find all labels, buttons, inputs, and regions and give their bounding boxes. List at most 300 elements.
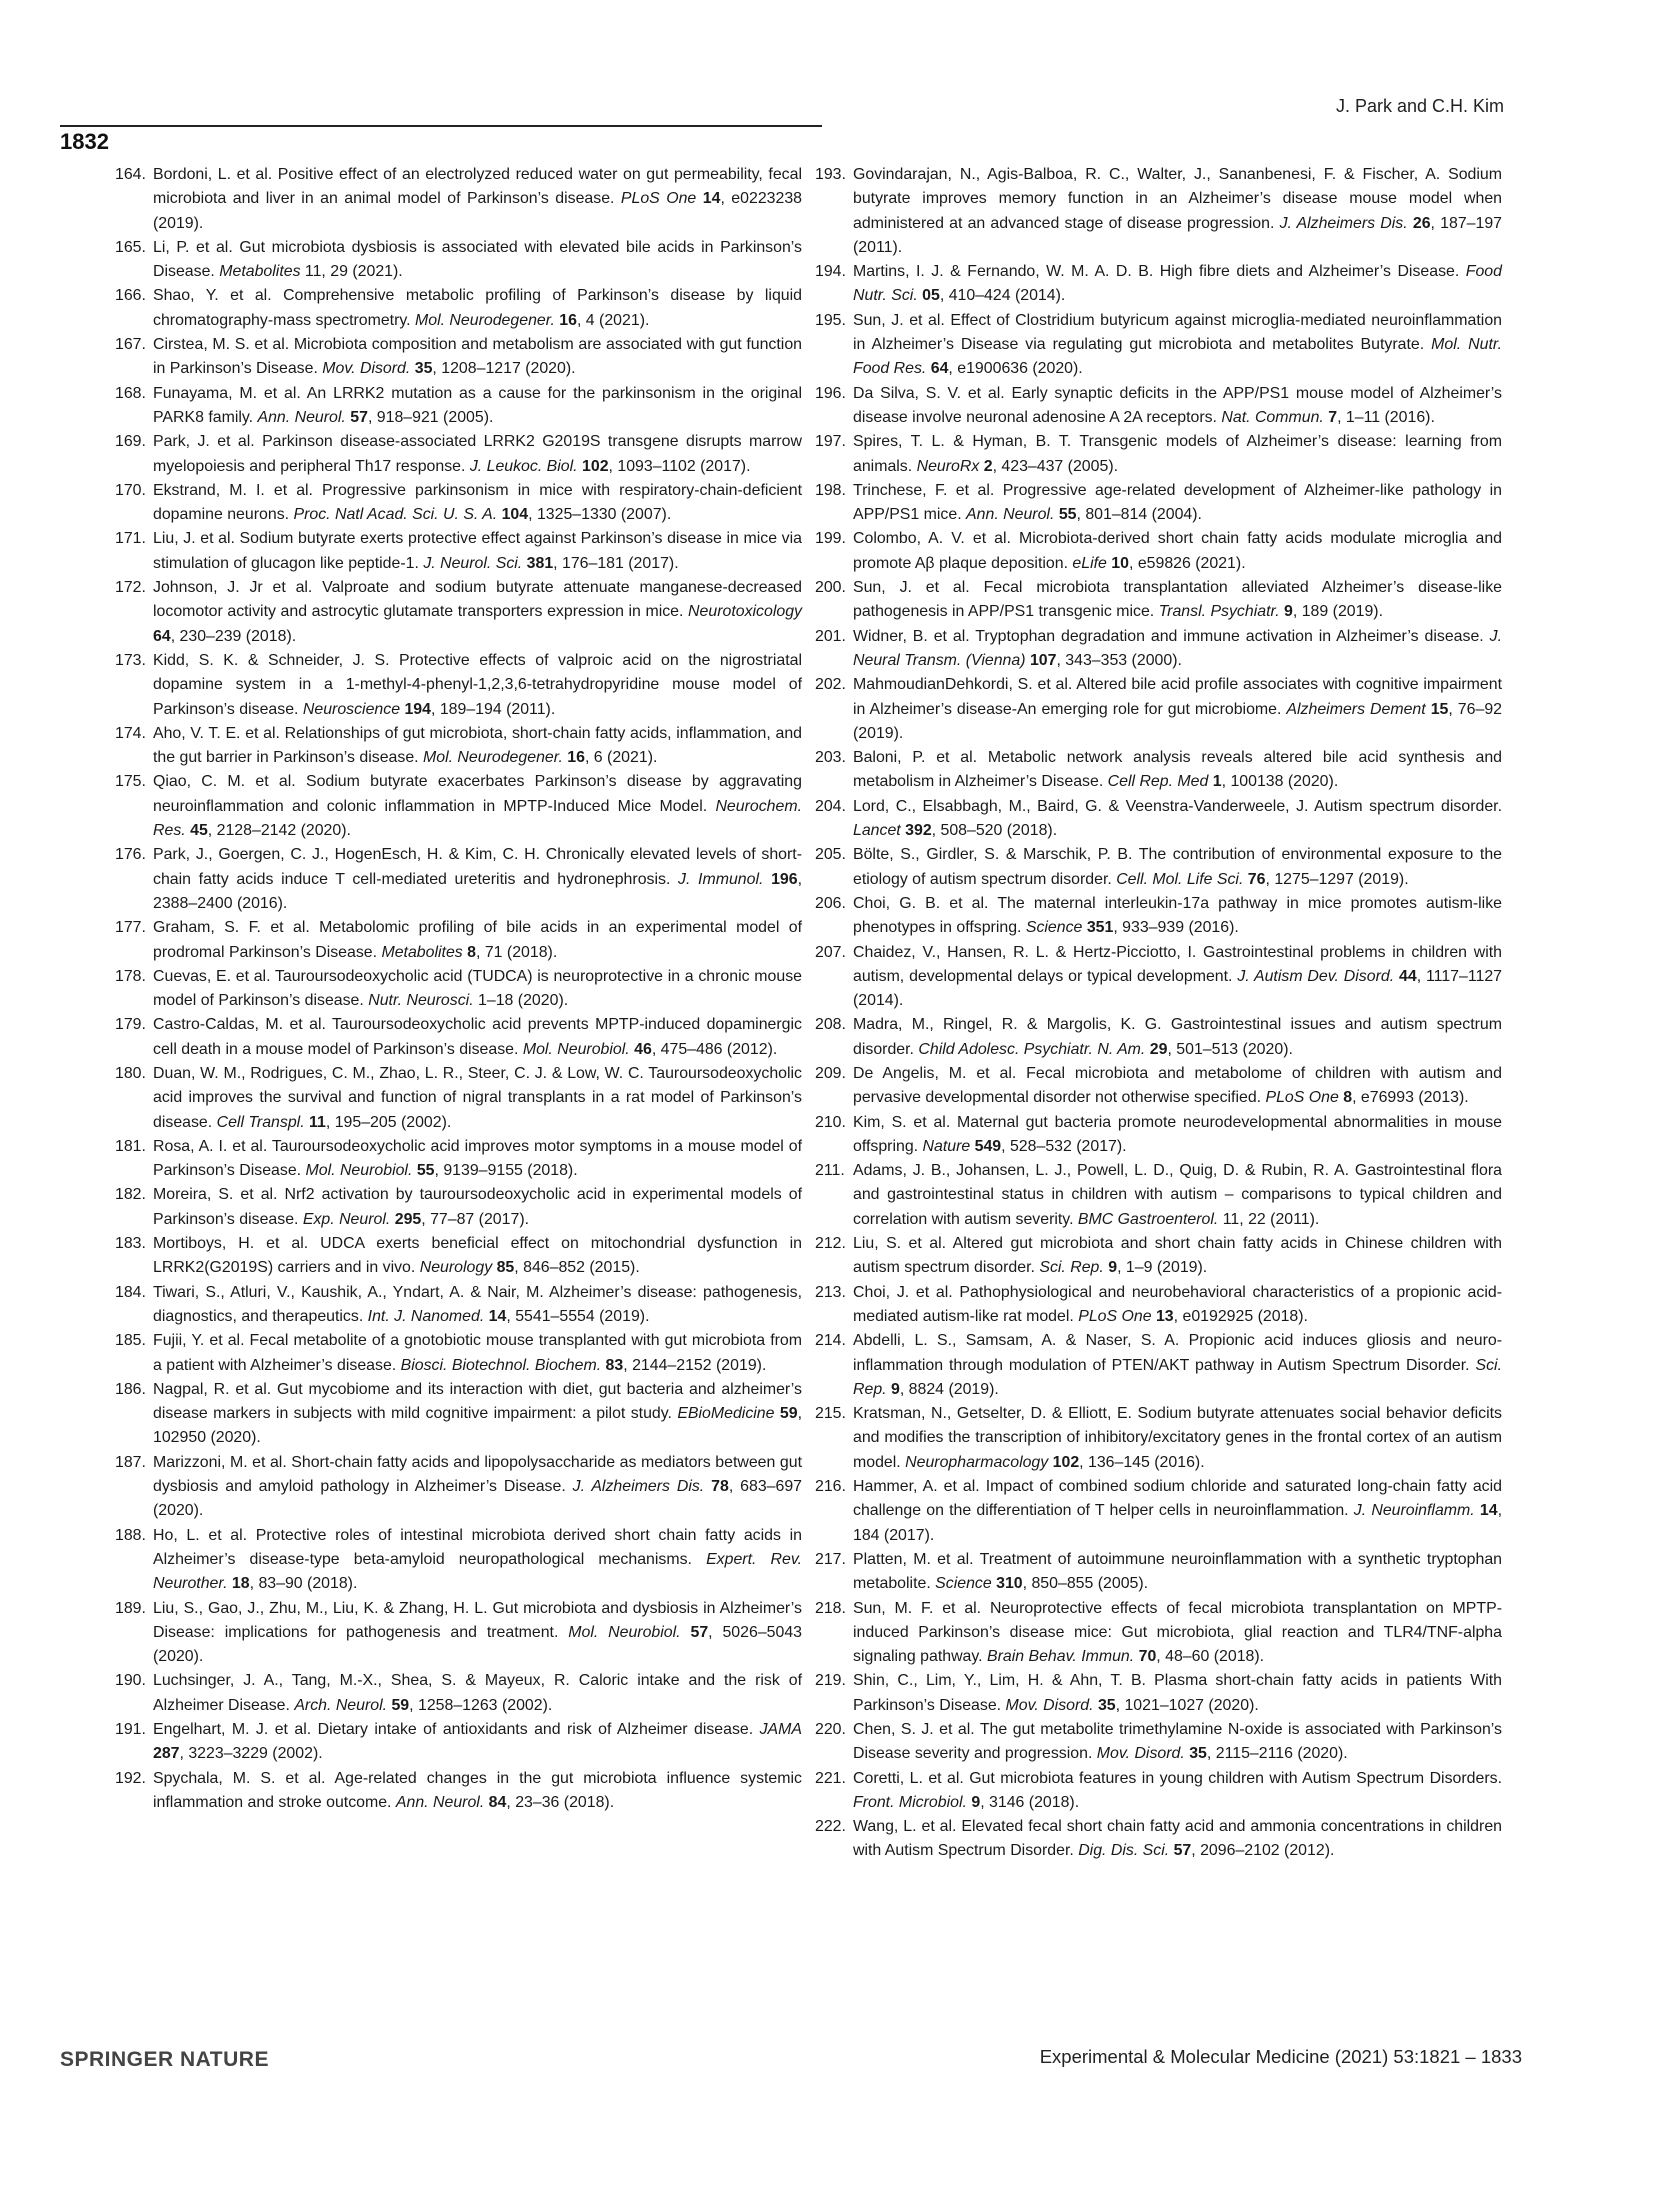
journal-name: Food Nutr. Sci. [853,263,1502,305]
journal-name: PLoS One [1078,1307,1152,1325]
reference-item [115,163,802,236]
reference-item [815,163,1502,260]
reference-segment: , 77–87 (2017). [421,1210,530,1228]
reference-number: 175. [115,773,146,791]
reference-number: 194. [815,263,846,281]
reference-text [153,385,802,426]
reference-item [815,1718,1502,1767]
reference-number: 209. [815,1064,846,1082]
volume-number: 46 [634,1040,652,1058]
reference-segment: , 508–520 (2018). [931,822,1058,840]
reference-text [853,263,1502,304]
reference-text [853,798,1502,839]
reference-segment: , 2096–2102 (2012). [1191,1842,1335,1860]
reference-segment: , 83–90 (2018). [249,1575,358,1593]
reference-segment: , 1258–1263 (2002). [409,1696,553,1714]
reference-number: 173. [115,651,146,669]
reference-segment: , 918–921 (2005). [367,408,494,426]
reference-segment: Marizzoni, M. et al. Short-chain fatty acids and lipopolysaccharide as mediators between gut dysbiosis and amyloid pathology in Alzheimer’s Disease. [153,1453,802,1496]
header-rule [60,125,822,127]
reference-item [815,527,1502,576]
reference-segment: Johnson, J. Jr et al. Valproate and sodium butyrate attenuate manganese-decreased locomotor activity and astrocytic glutamate transporters expression in mice. [153,579,802,621]
journal-name: NeuroRx [916,457,980,475]
volume-number: 84 [488,1793,507,1811]
reference-segment: , 136–145 (2016). [1079,1453,1205,1471]
reference-text [853,1672,1502,1713]
reference-item [815,673,1502,746]
reference-segment: , 4 (2021). [576,311,650,329]
reference-segment: , 846–852 (2015). [514,1259,640,1277]
journal-name: Exp. Neurol. [302,1210,391,1228]
reference-segment: , 683–697 (2020). [153,1478,803,1520]
journal-name: Alzheimers Dement [1286,700,1426,718]
reference-number: 185. [115,1332,146,1350]
reference-segment: Rosa, A. I. et al. Tauroursodeoxycholic acid improves motor symptoms in a mouse model of Parkinson’s Disease. [153,1137,802,1180]
reference-segment: Spychala, M. S. et al. Age-related changes in the gut microbiota influence systemic inflammation and stroke outcome. [153,1769,802,1811]
reference-segment: Park, J. et al. Parkinson disease-associated LRRK2 G2019S transgene disrupts marrow myelopoiesis and peripheral Th17 response. [153,433,802,475]
reference-number: 179. [115,1016,146,1034]
reference-segment: , 230–239 (2018). [170,627,297,645]
reference-text [853,1235,1502,1276]
journal-name: Int. J. Nanomed. [367,1307,485,1325]
reference-text [853,166,1502,256]
reference-segment: Ekstrand, M. I. et al. Progressive parkinsonism in mice with respiratory-chain-deficient dopamine neurons. [153,481,802,524]
reference-text [853,944,1502,1010]
journal-name: Science [1025,919,1083,937]
reference-segment: Kidd, S. K. & Schneider, J. S. Protective effects of valproic acid on the nigrostriatal dopamine system in a 1-methyl-4-phenyl-1,2,3,6-tetrahydropyridine mouse model of Parkinson’s disease. [153,651,802,718]
reference-number: 166. [115,287,146,305]
volume-number: 295 [394,1210,422,1228]
reference-segment: Colombo, A. V. et al. Microbiota-derived short chain fatty acids modulate microglia and promote Aβ plaque deposition. [853,530,1502,572]
reference-text [853,1332,1502,1398]
journal-name: JAMA [759,1721,802,1738]
reference-item [115,1451,802,1524]
volume-number: 35 [414,360,433,378]
reference-text [153,1138,802,1179]
reference-segment: Duan, W. M., Rodrigues, C. M., Zhao, L. R., Steer, C. J. & Low, W. C. Tauroursodeoxycholic acid improves the survival and function of nigral transplants in a rat model of Parkinson’s disease. [153,1064,802,1131]
reference-text [853,482,1502,523]
journal-name: Neuropharmacology [905,1453,1049,1471]
reference-segment: Hammer, A. et al. Impact of combined sodium chloride and saturated long-chain fatty acid challenge on the differentiation of T helper cells in neuroinflammation. [853,1478,1502,1520]
reference-segment: , 5026–5043 (2020). [153,1623,803,1666]
reference-text [853,1600,1502,1666]
reference-segment: Fujii, Y. et al. Fecal metabolite of a gnotobiotic mouse transplanted with gut microbiota from a patient with Alzheimer’s disease. [153,1332,802,1374]
volume-number: 9 [891,1380,900,1398]
reference-item [815,382,1502,431]
reference-item [115,1232,802,1281]
reference-text [153,530,802,571]
volume-number: 9 [1284,603,1293,621]
reference-text [853,749,1502,790]
journal-name: Sci. Rep. [1039,1259,1104,1277]
reference-segment: , 2115–2116 (2020). [1206,1745,1348,1763]
journal-name: Metabolites [219,263,301,281]
volume-number: 14 [1479,1502,1498,1520]
reference-item [815,1402,1502,1475]
reference-item [115,1718,802,1767]
reference-number: 184. [115,1283,146,1301]
reference-segment: , 1325–1330 (2007). [528,506,672,524]
reference-item [815,746,1502,795]
reference-segment: , 850–855 (2005). [1022,1575,1149,1593]
volume-number: 2 [983,457,993,475]
reference-segment: Widner, B. et al. Tryptophan degradation and immune activation in Alzheimer’s disease. [853,627,1490,645]
journal-name: J. Neuroinflamm. [1353,1502,1475,1520]
reference-segment: Trinchese, F. et al. Progressive age-related development of Alzheimer-like pathology in APP/PS1 mice. [853,481,1502,524]
journal-name: Nutr. Neurosci. [368,992,474,1010]
reference-text [853,1284,1502,1325]
reference-segment: , 48–60 (2018). [1156,1648,1265,1666]
volume-number: 16 [567,749,585,767]
reference-segment: , 176–181 (2017). [553,554,679,572]
reference-number: 165. [115,238,146,256]
reference-segment: Wang, L. et al. Elevated fecal short chain fatty acid and ammonia concentrations in children with Autism Spectrum Disorder. [853,1818,1502,1860]
journal-name: Science [935,1575,992,1593]
reference-segment: Chaidez, V., Hansen, R. L. & Hertz-Picciotto, I. Gastrointestinal problems in children with autism, developmental delays or typical development. [853,943,1502,985]
volume-number: 70 [1138,1648,1157,1666]
reference-number: 217. [815,1550,846,1568]
reference-text [153,919,802,960]
reference-segment: Cirstea, M. S. et al. Microbiota composition and metabolism are associated with gut function in Parkinson’s Disease. [153,336,802,378]
volume-number: 10 [1111,554,1129,572]
reference-segment: Martins, I. J. & Fernando, W. M. A. D. B. High fibre diets and Alzheimer’s Disease. [853,263,1466,281]
reference-segment: , 2388–2400 (2016). [153,870,803,912]
volume-number: 76 [1247,870,1266,888]
reference-text [853,1770,1502,1811]
reference-number: 191. [115,1721,146,1738]
reference-item [115,1135,802,1184]
reference-text [853,1818,1502,1859]
reference-item [115,236,802,285]
reference-segment: Funayama, M. et al. An LRRK2 mutation as a cause for the parkinsonism in the original PARK8 family. [153,384,802,426]
reference-text [153,1065,802,1131]
reference-segment: , 6 (2021). [584,749,658,767]
reference-segment: , e76993 (2013). [1352,1089,1469,1107]
reference-number: 208. [815,1016,846,1034]
journal-name: Neurochem. Res. [153,797,802,840]
reference-number: 200. [815,579,846,597]
reference-text [853,1721,1502,1762]
reference-number: 198. [815,481,846,499]
reference-text [853,846,1502,887]
reference-segment: , 187–197 (2011). [853,214,1503,256]
reference-segment: , 102950 (2020). [153,1405,802,1447]
volume-number: 14 [488,1307,507,1325]
volume-number: 11 [309,1113,326,1131]
reference-number: 199. [815,530,846,548]
reference-number: 181. [115,1137,146,1155]
reference-number: 164. [115,166,146,183]
volume-number: 104 [501,506,529,524]
volume-number: 8 [467,943,476,961]
journal-name: Cell. Mol. Life Sci. [1116,870,1244,888]
footer-journal-citation: Experimental & Molecular Medicine (2021) 53:1821 – 1833 [1039,2046,1522,2067]
reference-number: 196. [815,384,846,402]
reference-text [153,482,802,523]
journal-name: Arch. Neurol. [294,1696,388,1714]
journal-name: Front. Microbiol. [853,1793,967,1811]
reference-segment: Shao, Y. et al. Comprehensive metabolic profiling of Parkinson’s disease by liquid chromatography-mass spectrometry. [153,287,802,329]
journal-name: J. Leukoc. Biol. [469,457,578,475]
reference-segment: Cuevas, E. et al. Tauroursodeoxycholic acid (TUDCA) is neuroprotective in a chronic mouse model of Parkinson’s disease. [153,967,802,1010]
volume-number: 64 [153,627,171,645]
volume-number: 16 [559,311,577,329]
reference-segment: Park, J., Goergen, C. J., HogenEsch, H. & Kim, C. H. Chronically elevated levels of short-chain fatty acids induce T cell-mediated ureteritis and hydronephrosis. [153,846,802,888]
reference-segment: , 1093–1102 (2017). [608,457,751,475]
volume-number: 26 [1412,214,1431,232]
reference-item [115,1524,802,1597]
journal-name: EBioMedicine [677,1405,775,1423]
reference-segment: , 71 (2018). [476,943,558,961]
reference-text [853,579,1502,620]
reference-number: 195. [815,311,846,329]
reference-text [153,1672,802,1713]
journal-name: Nature [922,1137,971,1155]
reference-number: 220. [815,1721,846,1738]
reference-segment: , 1275–1297 (2019). [1265,870,1409,888]
reference-item [815,1767,1502,1816]
reference-segment: Liu, S. et al. Altered gut microbiota and short chain fatty acids in Chinese children with autism spectrum disorder. [853,1235,1502,1277]
reference-segment: , 9139–9155 (2018). [434,1162,578,1180]
reference-text [153,1770,802,1811]
volume-number: 64 [930,360,949,378]
reference-item [815,309,1502,382]
reference-text [153,336,802,377]
volume-number: 102 [582,457,609,475]
reference-segment: , 410–424 (2014). [939,287,1066,305]
journal-name: Proc. Natl Acad. Sci. U. S. A. [293,506,498,524]
reference-item [115,1183,802,1232]
journal-name: Neurotoxicology [688,603,802,621]
reference-text [153,1721,802,1762]
reference-item [115,916,802,965]
reference-number: 170. [115,481,146,499]
volume-number: 59 [391,1696,410,1714]
volume-number: 35 [1097,1696,1116,1714]
reference-text [153,1186,802,1227]
reference-item [115,1767,802,1816]
reference-item [115,430,802,479]
volume-number: 310 [996,1575,1023,1593]
reference-item [815,1232,1502,1281]
reference-item [115,1597,802,1670]
volume-number: 57 [690,1623,709,1641]
reference-text [853,1065,1502,1106]
page-number: 1832 [60,129,109,154]
journal-name: Lancet [853,822,901,840]
volume-number: 15 [1430,700,1449,718]
reference-segment: Abdelli, L. S., Samsam, A. & Naser, S. A. Propionic acid induces gliosis and neuro-inflammation through modulation of PTEN/AKT pathway in Autism Spectrum Disorder. [853,1332,1502,1374]
volume-number: 14 [702,190,721,208]
reference-text [153,1235,802,1276]
reference-segment: Platten, M. et al. Treatment of autoimmune neuroinflammation with a synthetic tryptophan metabolite. [853,1550,1502,1593]
reference-item [815,1597,1502,1670]
reference-number: 222. [815,1818,846,1836]
reference-item [115,770,802,843]
reference-segment: Shin, C., Lim, Y., Lim, H. & Ahn, T. B. Plasma short-chain fatty acids in patients With Parkinson’s Disease. [853,1672,1502,1714]
journal-name: J. Alzheimers Dis. [572,1478,705,1496]
journal-name: Sci. Rep. [853,1356,1502,1398]
journal-name: Mol. Neurodegener. [423,749,563,767]
volume-number: 55 [416,1162,435,1180]
reference-segment: Adams, J. B., Johansen, L. J., Powell, L. D., Quig, D. & Rubin, R. A. Gastrointestinal flora and gastrointestinal status in children with autism – comparisons to typical children and correlation with autism severity. [853,1162,1502,1228]
reference-segment: , 801–814 (2004). [1076,506,1202,524]
reference-number: 182. [115,1186,146,1204]
reference-item [815,576,1502,625]
volume-number: 55 [1058,506,1077,524]
journal-name: Ann. Neurol. [395,1793,485,1811]
reference-segment: Mortiboys, H. et al. UDCA exerts beneficial effect on mitochondrial dysfunction in LRRK2(G2019S) carriers and in vivo. [153,1235,802,1277]
reference-segment: Luchsinger, J. A., Tang, M.-X., Shea, S. & Mayeux, R. Caloric intake and the risk of Alzheimer Disease. [153,1672,802,1714]
volume-number: 549 [974,1137,1002,1155]
reference-item [115,333,802,382]
reference-item [115,527,802,576]
reference-number: 180. [115,1064,146,1082]
reference-number: 167. [115,336,146,354]
reference-text [153,166,802,232]
reference-segment: 11, 29 (2021). [300,263,403,281]
reference-item [815,1475,1502,1548]
journal-name: Mol. Nutr. Food Res. [853,336,1502,378]
reference-segment: Kratsman, N., Getselter, D. & Elliott, E. Sodium butyrate attenuates social behavior deficits and modifies the transcription of inhibitory/excitatory genes in the frontal cortex of an autism model. [853,1405,1502,1471]
reference-segment: Choi, J. et al. Pathophysiological and neurobehavioral characteristics of a propionic acid-mediated autism-like rat model. [853,1283,1502,1325]
reference-text [853,1551,1502,1592]
reference-text [853,1114,1502,1155]
reference-segment: , 1–11 (2016). [1337,408,1435,426]
journal-name: Mov. Disord. [1096,1745,1185,1763]
journal-name: Cell Rep. Med [1107,773,1209,791]
reference-item [115,1669,802,1718]
journal-name: J. Alzheimers Dis. [1279,214,1408,232]
journal-name: Neurology [419,1259,493,1277]
reference-text [853,312,1502,378]
reference-segment: Govindarajan, N., Agis-Balboa, R. C., Walter, J., Sananbenesi, F. & Fischer, A. Sodium butyrate improves memory function in an Alzheimer’s disease mouse model when administered at an advanced stage of disease progression. [853,166,1502,232]
reference-item [115,965,802,1014]
reference-number: 169. [115,433,146,451]
volume-number: 83 [605,1356,624,1374]
reference-segment: Sun, J. et al. Effect of Clostridium butyricum against microglia-mediated neuroinflammation in Alzheimer’s Disease via regulating gut microbiota and metabolites Butyrate. [853,311,1502,354]
reference-text [853,530,1502,571]
reference-segment: , 1117–1127 (2014). [853,967,1503,1010]
reference-number: 203. [815,749,846,767]
reference-text [153,773,802,839]
reference-text [153,1454,802,1520]
journal-name: Brain Behav. Immun. [986,1648,1135,1666]
reference-number: 187. [115,1453,146,1471]
volume-number: 35 [1189,1745,1207,1763]
reference-text [853,433,1502,474]
reference-segment: , 3223–3229 (2002). [179,1745,323,1763]
reference-segment: Sun, M. F. et al. Neuroprotective effects of fecal microbiota transplantation on MPTP-induced Parkinson’s disease mice: Gut microbiota, glial reaction and TLR4/TNF-alpha signaling pathway. [853,1599,1502,1666]
reference-item [815,260,1502,309]
volume-number: 9 [1108,1259,1118,1277]
reference-segment: Engelhart, M. J. et al. Dietary intake of antioxidants and risk of Alzheimer disease. [153,1721,760,1738]
reference-text [153,239,802,280]
reference-item [115,479,802,528]
reference-number: 216. [815,1478,846,1496]
journal-name: Mol. Neurobiol. [568,1623,681,1641]
volume-number: 57 [1173,1842,1192,1860]
reference-segment: Chen, S. J. et al. The gut metabolite trimethylamine N-oxide is associated with Parkinson’s Disease severity and progression. [853,1721,1502,1763]
reference-segment: Aho, V. T. E. et al. Relationships of gut microbiota, short-chain fatty acids, inflammation, and the gut barrier in Parkinson’s disease. [153,724,802,767]
journal-name: Neuroscience [302,700,401,718]
reference-segment [681,1624,691,1641]
journal-name: J. Autism Dev. Disord. [1237,967,1395,985]
reference-item [115,1013,802,1062]
journal-name: eLife [1072,554,1107,572]
reference-text [153,579,802,645]
reference-number: 221. [815,1769,846,1787]
journal-name: Biosci. Biotechnol. Biochem. [400,1356,602,1374]
reference-item [815,1669,1502,1718]
reference-text [853,676,1502,742]
springer-nature-logo: SPRINGER NATURE [60,2048,269,2071]
reference-segment: , 195–205 (2002). [325,1113,452,1131]
reference-item [115,1378,802,1451]
reference-segment: Li, P. et al. Gut microbiota dysbiosis is associated with elevated bile acids in Parkinson’s Disease. [153,238,802,281]
volume-number: 8 [1343,1089,1353,1107]
reference-segment: , 189 (2019). [1292,603,1383,621]
reference-segment: Kim, S. et al. Maternal gut bacteria promote neurodevelopmental abnormalities in mouse offspring. [853,1113,1502,1155]
reference-segment: De Angelis, M. et al. Fecal microbiota and metabolome of children with autism and pervasive developmental disorder not otherwise specified. [853,1064,1502,1107]
journal-name: Ann. Neurol. [257,408,346,426]
reference-segment: Lord, C., Elsabbagh, M., Baird, G. & Veenstra-Vanderweele, J. Autism spectrum disorder. [853,797,1502,815]
reference-segment: Bordoni, L. et al. Positive effect of an electrolyzed reduced water on gut permeability, fecal microbiota and liver in an animal model of Parkinson’s disease. [153,166,802,208]
volume-number: 1 [1212,773,1222,791]
volume-number: 05 [922,287,940,305]
reference-text [153,968,802,1009]
reference-item [815,1159,1502,1232]
reference-segment: , 23–36 (2018). [506,1793,615,1811]
reference-segment: , e1900636 (2020). [948,360,1083,378]
volume-number: 351 [1086,919,1114,937]
reference-item [815,843,1502,892]
reference-number: 205. [815,846,846,864]
reference-segment: Qiao, C. M. et al. Sodium butyrate exacerbates Parkinson’s disease by aggravating neuroinflammation and colonic inflammation in MPTP-Induced Mice Model. [153,773,802,815]
reference-item [115,649,802,722]
references-column-right [815,163,1502,1864]
reference-number: 218. [815,1599,846,1617]
reference-number: 192. [115,1769,146,1787]
reference-item [115,1062,802,1135]
reference-number: 183. [115,1235,146,1253]
running-header-authors: J. Park and C.H. Kim [1335,96,1504,116]
reference-segment: 1–18 (2020). [473,992,569,1010]
journal-name: Expert. Rev. Neurother. [153,1550,802,1593]
reference-segment: Castro-Caldas, M. et al. Tauroursodeoxycholic acid prevents MPTP-induced dopaminergic cell death in a mouse model of Parkinson’s disease. [153,1016,802,1058]
reference-segment: Spires, T. L. & Hyman, B. T. Transgenic models of Alzheimer’s disease: learning from animals. [853,433,1502,475]
reference-item [815,1815,1502,1864]
journal-name: BMC Gastroenterol. [1077,1210,1219,1228]
reference-number: 177. [115,919,146,937]
reference-segment: Baloni, P. et al. Metabolic network analysis reveals altered bile acid synthesis and metabolism in Alzheimer’s Disease. [853,749,1502,791]
reference-segment: , 184 (2017). [853,1502,1502,1544]
volume-number: 85 [496,1259,515,1277]
volume-number: 57 [350,408,368,426]
reference-item [115,576,802,649]
reference-text [153,1600,802,1666]
reference-item [815,1329,1502,1402]
reference-text [153,1332,802,1373]
journal-name: Mol. Neurodegener. [415,311,555,329]
volume-number: 287 [153,1745,180,1763]
reference-segment: , 1208–1217 (2020). [432,360,576,378]
reference-segment: Bölte, S., Girdler, S. & Marschik, P. B. The contribution of environmental exposure to the etiology of autism spectrum disorder. [853,846,1502,888]
volume-number: 194 [404,700,431,718]
reference-number: 204. [815,797,846,815]
reference-item [815,1548,1502,1597]
reference-segment: MahmoudianDehkordi, S. et al. Altered bile acid profile associates with cognitive impairment in Alzheimer’s disease-An emerging role for gut microbiome. [853,676,1502,718]
